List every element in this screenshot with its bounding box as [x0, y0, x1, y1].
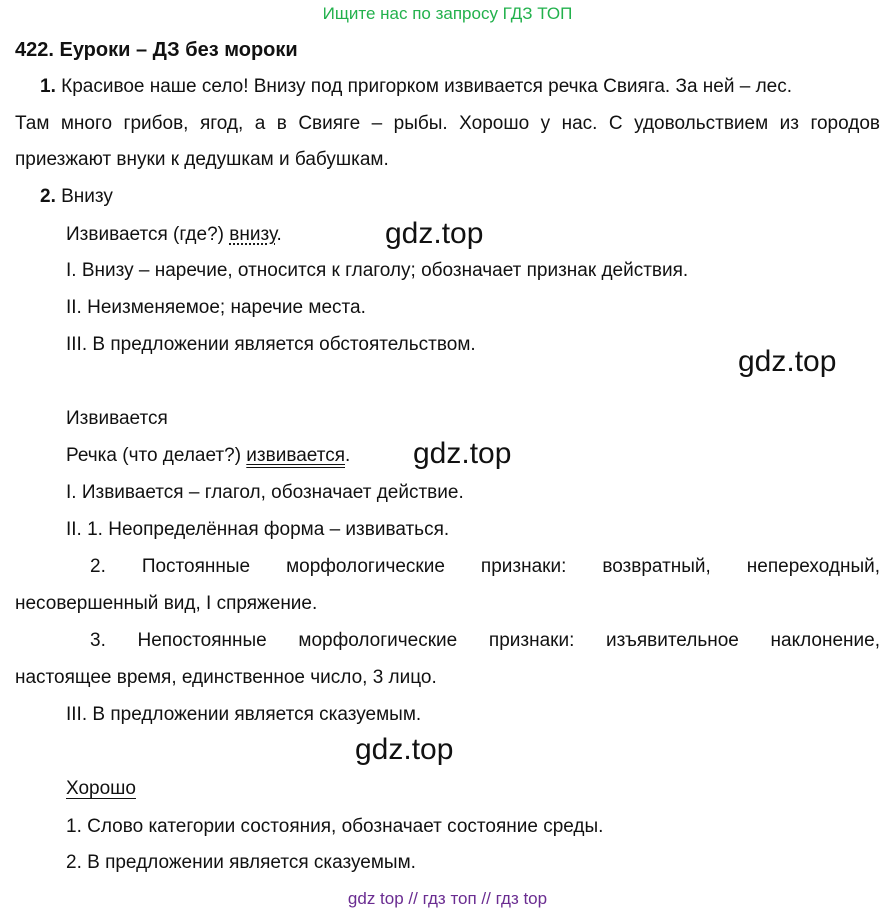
- top-banner: Ищите нас по запросу ГДЗ ТОП: [322, 4, 573, 23]
- analysis-line: 3. Непостоянные морфологические признаки: изъявительное наклонение,: [90, 630, 880, 651]
- text: .: [345, 445, 351, 466]
- underlined-word: внизу: [229, 224, 277, 245]
- exercise-title: 422. Еуроки – ДЗ без мороки: [15, 39, 298, 61]
- analysis-line: I. Внизу – наречие, относится к глаголу; обозначает признак действия.: [66, 260, 689, 281]
- item-number-2: 2.: [40, 186, 56, 207]
- text: Внизу: [55, 186, 113, 207]
- text: Извивается (где?): [66, 224, 230, 245]
- watermark: gdz.top: [738, 345, 837, 378]
- analysis-line: 1. Слово категории состояния, обозначает состояние среды.: [66, 816, 604, 837]
- analysis-heading: Хорошо: [66, 778, 136, 799]
- analysis-line: III. В предложении является сказуемым.: [66, 704, 422, 725]
- watermark: gdz.top: [413, 437, 512, 470]
- text: Красивое наше село! Внизу под пригорком извивается речка Свияга. За ней – лес.: [55, 76, 793, 97]
- paragraph-1-line-3: приезжают внуки к дедушкам и бабушкам.: [15, 149, 389, 170]
- footer-links: gdz top // гдз топ // гдз top: [347, 889, 548, 908]
- analysis-line: [66, 223, 282, 247]
- analysis-line: I. Извивается – глагол, обозначает действие.: [66, 482, 464, 503]
- paragraph-1-line-2: Там много грибов, ягод, а в Свияге – рыбы. Хорошо у нас. С удовольствием из городов: [15, 113, 880, 134]
- analysis-line: несовершенный вид, I спряжение.: [15, 593, 318, 614]
- paragraph-1-line-1: [40, 75, 792, 99]
- analysis-line: II. Неизменяемое; наречие места.: [66, 297, 366, 318]
- watermark: gdz.top: [385, 217, 484, 250]
- analysis-line: III. В предложении является обстоятельством.: [66, 334, 476, 355]
- text: Речка (что делает?): [66, 445, 247, 466]
- analysis-heading: Извивается: [66, 408, 168, 429]
- analysis-line: II. 1. Неопределённая форма – извиваться.: [66, 519, 450, 540]
- analysis-line: 2. Постоянные морфологические признаки: возвратный, непереходный,: [90, 556, 880, 577]
- analysis-line: 2. В предложении является сказуемым.: [66, 852, 416, 873]
- analysis-line: настоящее время, единственное число, 3 лицо.: [15, 667, 437, 688]
- item-number-1: 1.: [40, 76, 56, 97]
- underlined-word: извивается: [246, 445, 345, 466]
- analysis-line: [66, 444, 350, 468]
- text: .: [276, 224, 282, 245]
- item-2-heading: [40, 185, 113, 209]
- watermark: gdz.top: [355, 733, 454, 766]
